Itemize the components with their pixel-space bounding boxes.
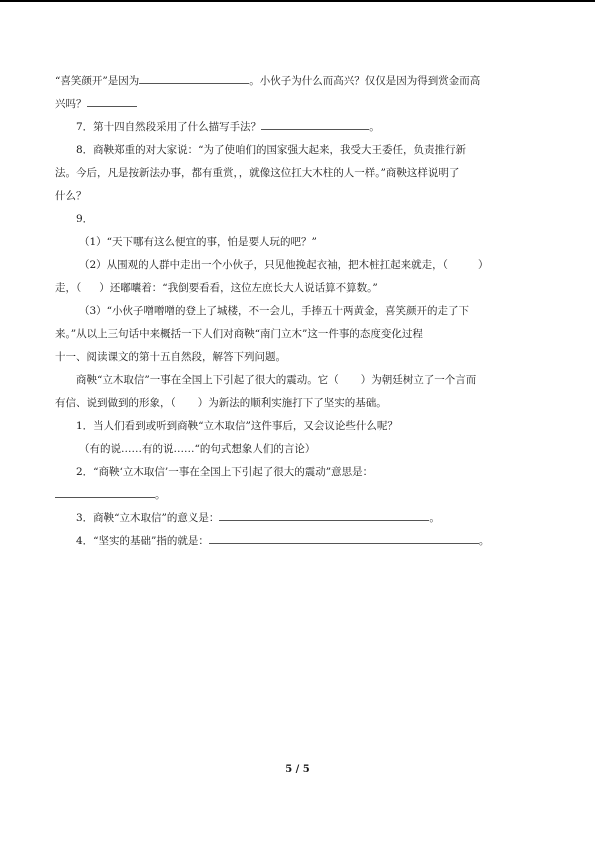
para-text-a: 商鞅“立木取信”一事在全国上下引起了很大的震动。它（ (76, 374, 339, 386)
section-11-para-line-2 (55, 392, 545, 415)
q9-item-2-text-c: ）还嘟囔着：“我倒要看看，这位左庶长大人说话算不算数。” (99, 282, 378, 294)
answer-blank[interactable] (139, 71, 249, 84)
top-rule (0, 0, 595, 2)
q9-item-2-text-b: 走，（ (55, 282, 82, 294)
q9-item-2-text: （2）从围观的人群中走出一个小伙子，只见他挽起衣袖，把木桩扛起来就走，（ (79, 259, 448, 271)
q6-line-1 (55, 70, 545, 93)
q9-item-1: （1）“天下哪有这么便宜的事，怕是要人玩的吧？” (79, 236, 317, 248)
q9-item-3-line-2: 来。”从以上三句话中来概括一下人们对商鞅“南门立木”这一件事的态度变化过程 (55, 328, 423, 340)
section-11-q2: 2．“商鞅‘立木取信’一事在全国上下引起了很大的震动”意思是： (76, 466, 374, 478)
q7-text: 7．第十四自然段采用了什么描写手法？ (76, 121, 262, 133)
answer-blank[interactable] (87, 94, 137, 107)
q9-item-2-line-1 (55, 254, 545, 277)
q8-line-1: 8．商鞅郑重的对大家说：“为了使咱们的国家强大起来，我受大王委任，负责推行新 (76, 144, 467, 156)
q3-text: 3．商鞅“立木取信”的意义是： (76, 512, 220, 524)
q8-line-3: 什么？ (55, 190, 87, 202)
q7-line (55, 116, 545, 139)
section-11-heading: 十一、阅读课文的第十五自然段，解答下列问题。 (55, 351, 286, 363)
section-11-q1: 1．当人们看到或听到商鞅“立木取信”这件事后，又会议论些什么呢？ (76, 420, 398, 432)
q8-line-2: 法。今后，凡是按新法办事，都有重赏，，就像这位扛大木柱的人一样。”商鞅这样说明了 (55, 167, 460, 179)
section-11-q2-answer (55, 484, 545, 507)
para-text-b: ）为朝廷树立了一个言而 (360, 374, 477, 386)
q6-text-a: “喜笑颜开”是因为 (55, 75, 140, 87)
answer-blank[interactable] (261, 117, 369, 130)
q4-text: 4．“坚实的基础”指的就是： (76, 535, 209, 547)
q9-item-2-line-2 (55, 277, 545, 300)
q7-end: 。 (369, 121, 380, 133)
q9-label: 9． (76, 213, 94, 225)
section-11-q3 (55, 507, 545, 530)
section-11-q4 (55, 530, 545, 553)
q9-item-3-line-1: （3）“小伙子噌噌噌的登上了城楼，不一会儿，手捧五十两黄金，喜笑颜开的走了下 (79, 305, 470, 317)
section-11-para-line-1 (55, 369, 545, 392)
worksheet-body (55, 70, 545, 553)
q9-item-2-paren-close: ） (477, 259, 489, 271)
answer-blank[interactable] (209, 531, 479, 544)
q2-end: 。 (155, 489, 166, 501)
answer-blank[interactable] (55, 485, 155, 498)
q6-line-2 (55, 93, 545, 116)
q6-text-b: 。小伙子为什么而高兴？仅仅是因为得到赏金而高 (249, 75, 481, 87)
para-text-d: ）为新法的顺利实施打下了坚实的基础。 (197, 397, 387, 409)
q3-end: 。 (429, 512, 440, 524)
q6-text-c: 兴吗？ (55, 98, 87, 110)
section-11-q1-hint: （有的说……有的说……“的句式想象人们的言论） (79, 443, 316, 455)
page-number: 5 / 5 (285, 764, 310, 775)
answer-blank[interactable] (219, 508, 429, 521)
para-text-c: 有信、说到做到的形象，（ (55, 397, 176, 409)
q4-end: 。 (478, 535, 490, 547)
